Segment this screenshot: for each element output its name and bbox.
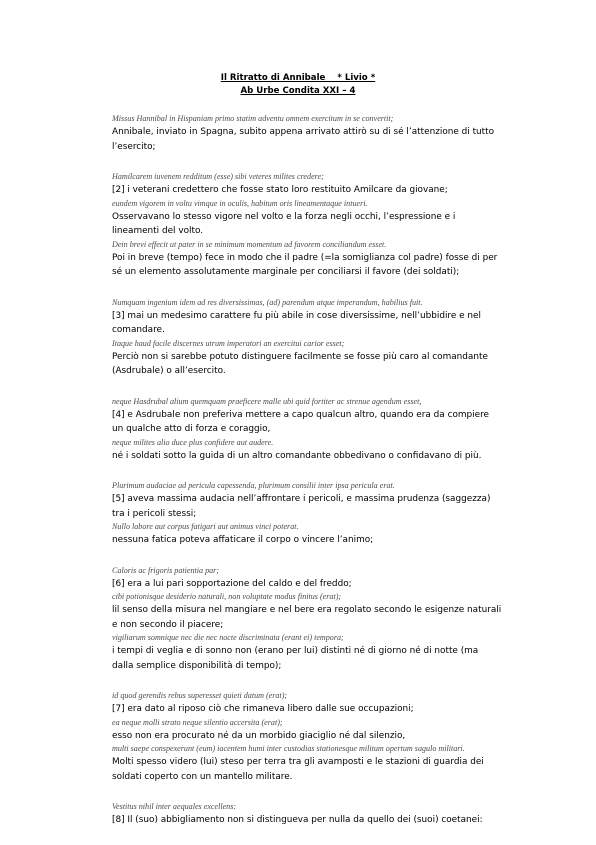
paragraph [112,690,502,784]
italian-line: [4] e Asdrubale non preferiva mettere a capo qualcun altro, quando era da compiere un qualche atto di forza e coraggio, [112,409,489,434]
italian-line: [2] i veterani credettero che fosse stato loro restituito Amilcare da giovane; [112,185,448,195]
latin-line: Numquam ingenium idem ad res diversissimas, (ad) parendum atque imperandum, habilius fuit. [112,297,423,307]
italian-line: [6] era a lui pari sopportazione del caldo e del freddo; [112,578,352,589]
latin-line: Dein brevi effecit ut pater in se minimum momentum ad favorem conciliandum esset. [112,239,387,249]
latin-line: eundem vigorem in voltu vimque in oculis, habitum oris lineamentaque intueri. [112,198,368,208]
latin-line: Hamilcarem iuvenem redditum (esse) sibi veteres milites credere; [112,172,324,181]
paragraph [112,396,502,464]
italian-line: esso non era procurato né da un morbido giaciglio né dal silenzio, [112,730,406,741]
italian-line: [3] mai un medesimo carattere fu più abile in cose diversissime, nell’ubbidire e nel comandare. [112,310,481,335]
latin-line: Plurimum audaciae ad pericula capessenda, plurimum consilii inter ipsa pericula erat. [112,481,395,490]
latin-line: Itaque haud facile discernes utrum imperatori an exercitui carior esset; [112,338,345,348]
document-subtitle: Ab Urbe Condita XXI – 4 [240,86,356,96]
paragraph [112,171,502,280]
italian-line: Molti spesso videro (lui) steso per terra tra gli avamposti e le stazioni di guardia dei soldati coperto con un mantello militare. [112,757,484,782]
italian-line: lil senso della misura nel mangiare e nel bere era regolato secondo le esigenze naturali e non secondo il piacere; [112,605,502,630]
latin-line: ea neque molli strato neque silentio accersita (erat); [112,717,283,727]
italian-line: né i soldati sotto la guida di un altro comandante obbedivano o confidavano di più. [112,450,482,461]
latin-line: cibi potionisque desiderio naturali, non voluptate modus finitus (erat); [112,592,342,601]
latin-line: vigiliarum somnique nec die nec nocte discriminata (erant ei) tempora; [112,633,344,642]
paragraph [112,565,502,674]
latin-line: Missus Hannibal in Hispaniam primo statim adventu omnem exercitum in se convertit; [112,114,394,123]
paragraph [112,801,502,828]
paragraph [112,297,502,379]
italian-line: [7] era dato al riposo ciò che rimaneva libero dalle sue occupazioni; [112,704,414,714]
latin-line: Nullo labore aut corpus fatigari aut animus vinci poterat. [112,522,299,531]
italian-line: nessuna fatica poteva affaticare il corpo o vincere l’animo; [112,535,374,545]
paragraph [112,480,502,548]
latin-line: id quod gerendis rebus superesset quieti datum (erat); [112,691,288,700]
italian-line: [5] aveva massima audacia nell’affrontare i pericoli, e massima prudenza (saggezza) tra i pericoli stessi; [112,494,491,519]
italian-line: i tempi di veglia e di sonno non (erano per lui) distinti né di giorno né di notte (ma dalla semplice disponibilità di tempo); [112,646,479,671]
italian-line: Perciò non si sarebbe potuto distinguere facilmente se fosse più caro al comandante (Asdrubale) o all’esercito. [112,351,488,376]
latin-line: multi saepe conspexerunt (eum) iacentem humi inter custodias stationesque militum opertum sagulo militari. [112,744,465,753]
document-title: Il Ritratto di Annibale * Livio * [220,73,376,83]
latin-line: neque Hasdrubal alium quemquam praeficere malle ubi quid fortiter ac strenue agendum esset, [112,396,422,406]
latin-line: Vestitus nihil inter aequales excellens: [112,802,237,811]
italian-line: Poi in breve (tempo) fece in modo che il padre (=la somiglianza col padre) fosse di per sé un elemento assolutamente marginale per conciliarsi il favore (dei soldati); [112,252,498,277]
italian-line: [8] Il (suo) abbigliamento non si distingueva per nulla da quello dei (suoi) coetanei: [112,815,483,825]
paragraph [112,113,502,154]
italian-line: Annibale, inviato in Spagna, subito appena arrivato attirò su di sé l’attenzione di tutto l’esercito; [112,127,495,152]
latin-line: Caloris ac frigoris patientia par; [112,565,220,575]
italian-line: Osservavano lo stesso vigore nel volto e la forza negli occhi, l’espressione e i lineamenti del volto. [112,211,456,236]
latin-line: neque milites alio duce plus confidere aut audere. [112,437,274,447]
text-body [112,113,502,845]
